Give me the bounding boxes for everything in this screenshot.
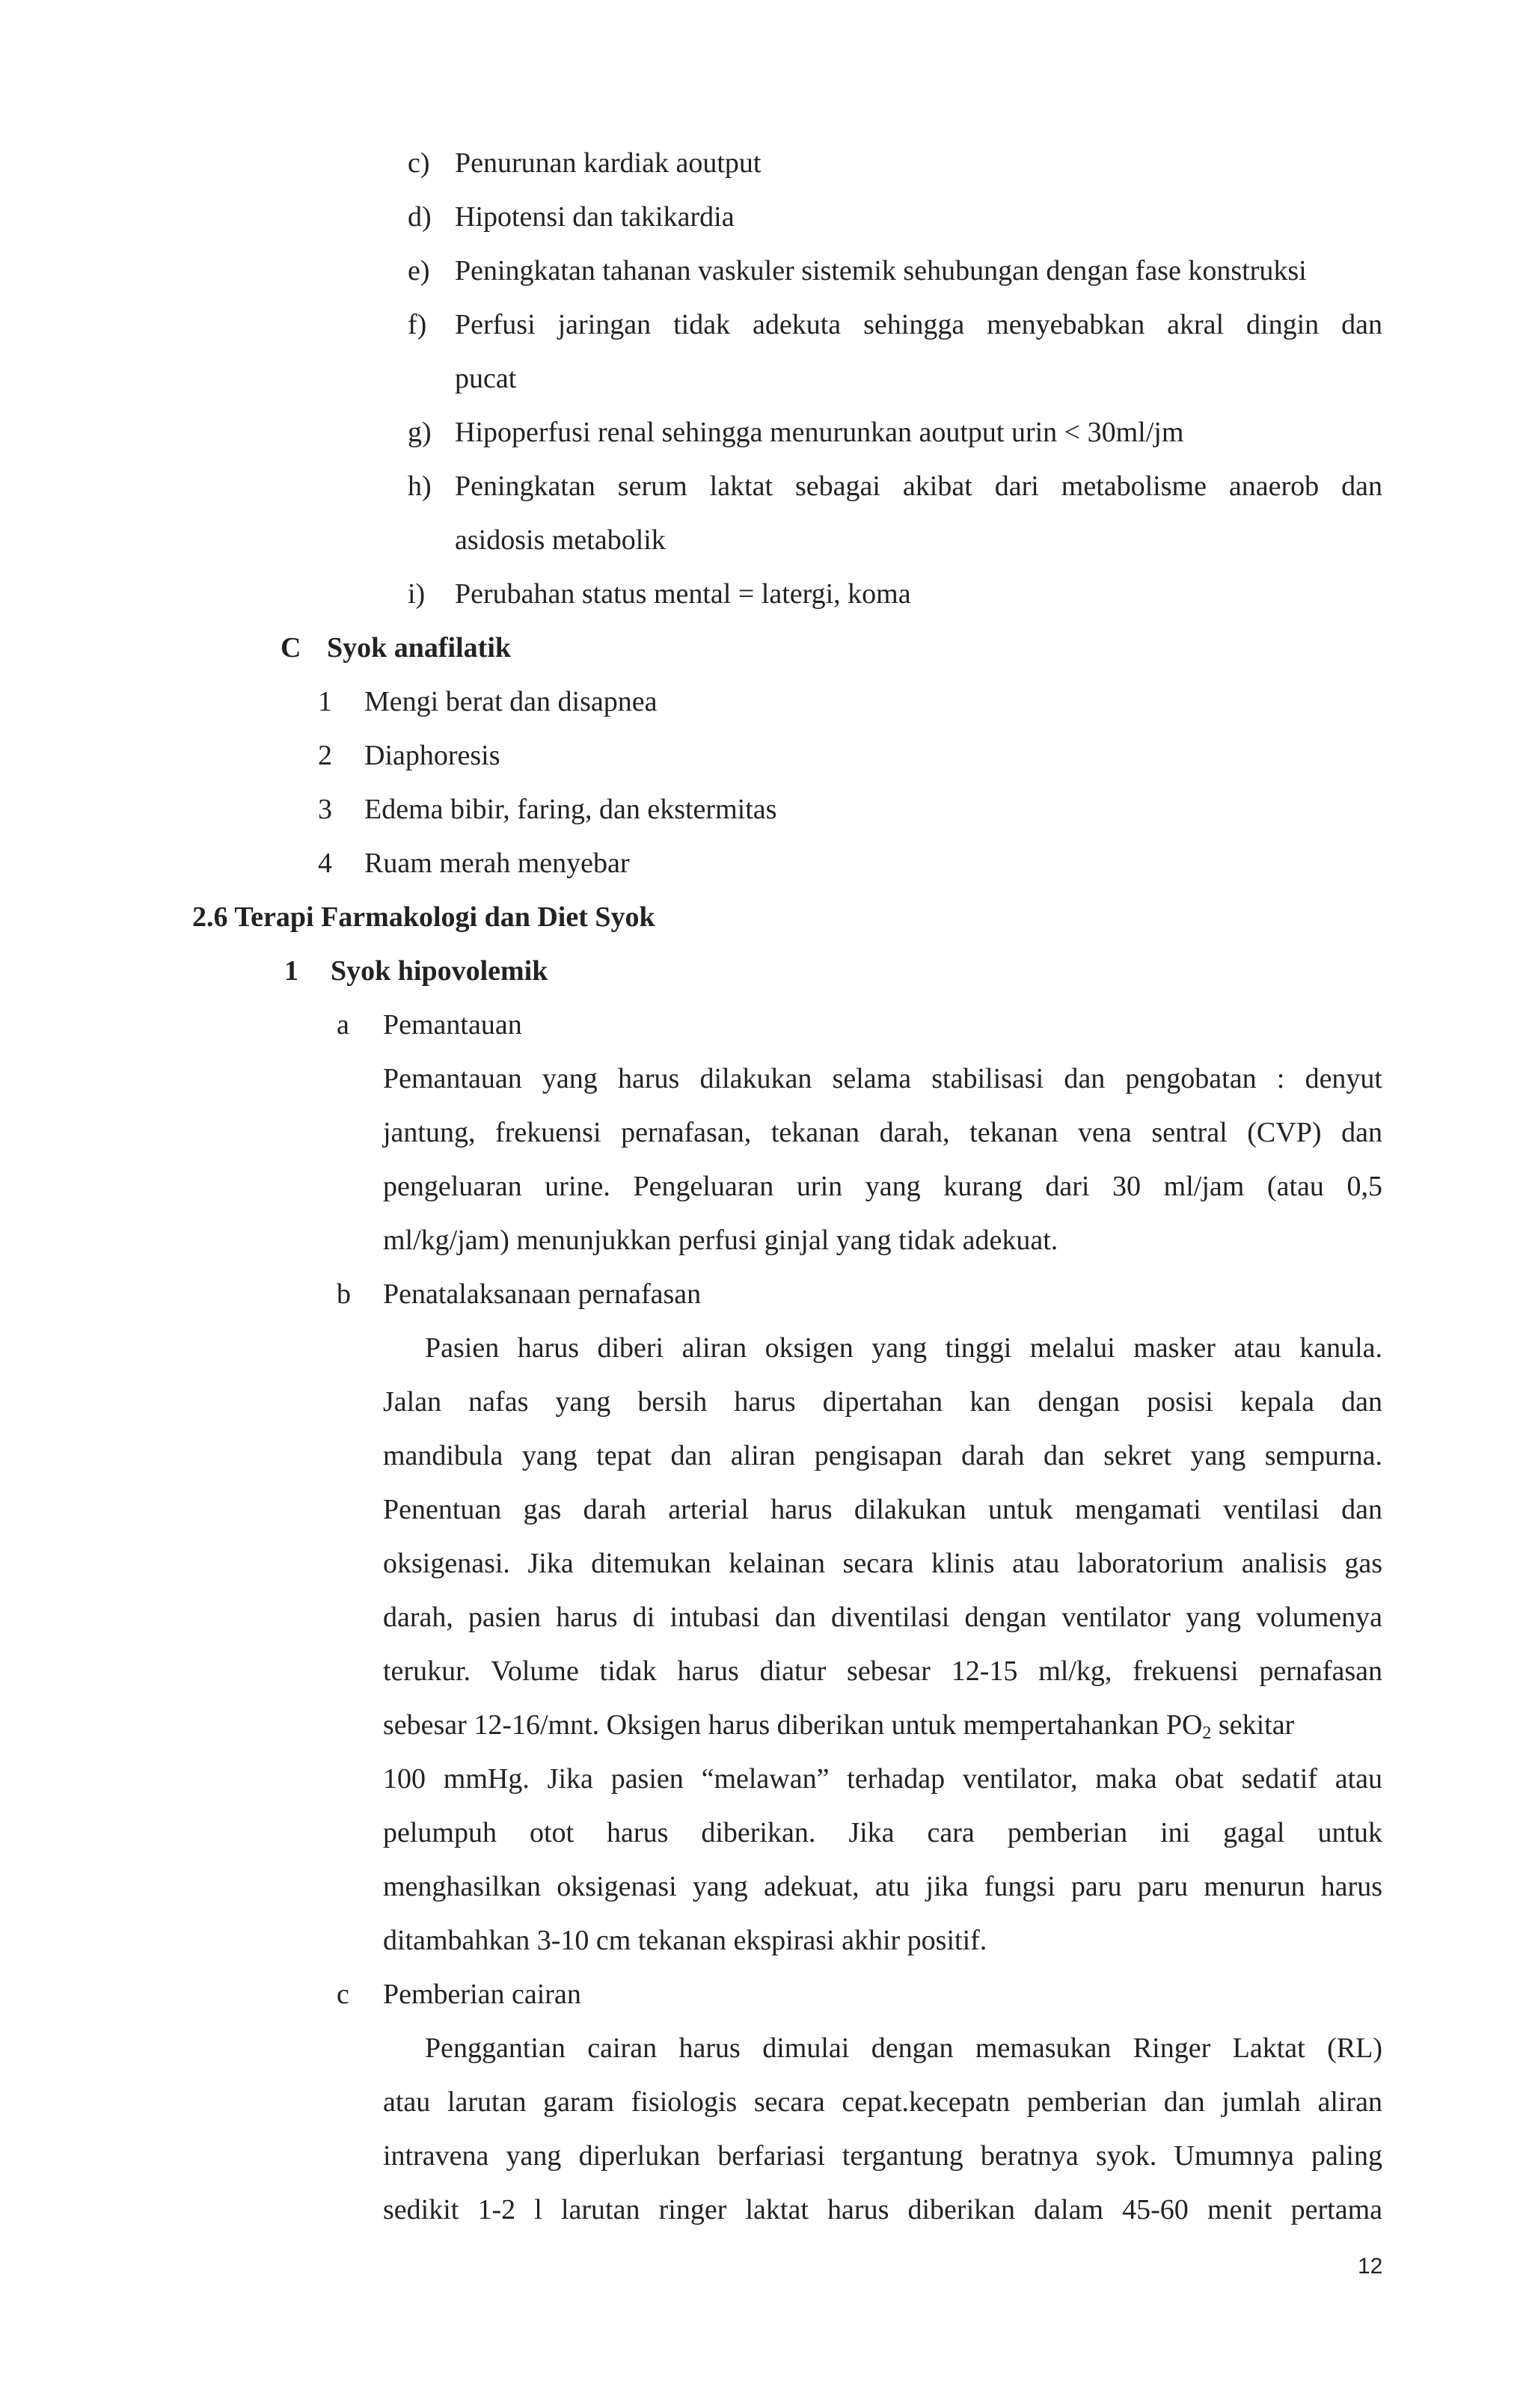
section-title: Syok anafilatik — [327, 632, 512, 664]
list-marker: c) — [408, 147, 430, 179]
paragraph-line: 100 mmHg. Jika pasien “melawan” terhadap ventilator, maka obat sedatif atau — [383, 1763, 1382, 1795]
list-marker: a — [337, 1009, 349, 1041]
paragraph-line: sedikit 1-2 l larutan ringer laktat harus diberikan dalam 45-60 menit pertama — [383, 2194, 1382, 2225]
list-marker: 1 — [318, 686, 332, 717]
po2-before: sebesar 12-16/mnt. Oksigen harus diberikan untuk mempertahankan PO — [383, 1709, 1203, 1741]
list-item-text: Diaphoresis — [364, 740, 500, 771]
list-marker: g) — [408, 417, 432, 448]
list-marker: e) — [408, 255, 430, 287]
po2-subscript: 2 — [1202, 1724, 1212, 1743]
item-title: Penatalaksanaan pernafasan — [383, 1278, 702, 1310]
paragraph-line: terukur. Volume tidak harus diatur sebesar 12-15 ml/kg, frekuensi pernafasan — [383, 1655, 1382, 1687]
list-marker: i) — [408, 578, 426, 610]
list-item-text: Hipoperfusi renal sehingga menurunkan aoutput urin < 30ml/jm — [455, 417, 1184, 448]
list-item-text: Perubahan status mental = latergi, koma — [455, 578, 911, 610]
list-item-text: asidosis metabolik — [455, 524, 666, 556]
paragraph-line: pengeluaran urine. Pengeluaran urin yang kurang dari 30 ml/jam (atau 0,5 — [383, 1171, 1382, 1202]
paragraph-line: pelumpuh otot harus diberikan. Jika cara pemberian ini gagal untuk — [383, 1817, 1382, 1848]
list-item-text: Mengi berat dan disapnea — [364, 686, 658, 717]
paragraph-line: intravena yang diperlukan berfariasi tergantung beratnya syok. Umumnya paling — [383, 2140, 1382, 2172]
paragraph-line: menghasilkan oksigenasi yang adekuat, atu jika fungsi paru paru menurun harus — [383, 1871, 1382, 1902]
subsection-title: Syok hipovolemik — [331, 955, 548, 987]
page-number: 12 — [1358, 2254, 1383, 2279]
list-marker: h) — [408, 471, 432, 502]
po2-after: sekitar — [1211, 1709, 1295, 1741]
po2-line-text — [383, 1707, 1294, 1743]
paragraph-line: Pasien harus diberi aliran oksigen yang tinggi melalui masker atau kanula. — [425, 1332, 1382, 1364]
list-item-text: Edema bibir, faring, dan ekstermitas — [364, 794, 777, 825]
list-marker: 3 — [318, 794, 332, 825]
list-item-text: Hipotensi dan takikardia — [455, 201, 735, 233]
list-marker: c — [337, 1979, 349, 2010]
section-marker: C — [281, 632, 301, 664]
paragraph-line: ml/kg/jam) menunjukkan perfusi ginjal yang tidak adekuat. — [383, 1225, 1058, 1256]
list-item-text: Penurunan kardiak aoutput — [455, 147, 762, 179]
list-item-text: Peningkatan serum laktat sebagai akibat dari metabolisme anaerob dan — [455, 471, 1382, 502]
paragraph-line: ditambahkan 3-10 cm tekanan ekspirasi akhir positif. — [383, 1925, 987, 1956]
paragraph-line: mandibula yang tepat dan aliran pengisapan darah dan sekret yang sempurna. — [383, 1440, 1382, 1471]
list-item-text: Ruam merah menyebar — [364, 848, 630, 879]
paragraph-line: jantung, frekuensi pernafasan, tekanan darah, tekanan vena sentral (CVP) dan — [383, 1117, 1382, 1148]
list-marker: 4 — [318, 848, 332, 879]
paragraph-line: darah, pasien harus di intubasi dan diventilasi dengan ventilator yang volumenya — [383, 1602, 1382, 1633]
list-marker: f) — [408, 309, 427, 340]
list-marker: 2 — [318, 740, 332, 771]
paragraph-line: Pemantauan yang harus dilakukan selama stabilisasi dan pengobatan : denyut — [383, 1063, 1382, 1094]
paragraph-line-po2 — [383, 1707, 1382, 1743]
list-item-text: Perfusi jaringan tidak adekuta sehingga menyebabkan akral dingin dan — [455, 309, 1382, 340]
list-item-text: pucat — [455, 363, 517, 394]
section-heading: 2.6 Terapi Farmakologi dan Diet Syok — [192, 901, 655, 933]
subsection-marker: 1 — [284, 955, 298, 987]
paragraph-line: Penggantian cairan harus dimulai dengan memasukan Ringer Laktat (RL) — [425, 2032, 1382, 2064]
paragraph-line: atau larutan garam fisiologis secara cepat.kecepatn pemberian dan jumlah aliran — [383, 2086, 1382, 2118]
item-title: Pemantauan — [383, 1009, 522, 1041]
item-title: Pemberian cairan — [383, 1979, 581, 2010]
list-marker: d) — [408, 201, 432, 233]
paragraph-line: oksigenasi. Jika ditemukan kelainan secara klinis atau laboratorium analisis gas — [383, 1548, 1382, 1579]
list-marker: b — [337, 1278, 351, 1310]
paragraph-line: Penentuan gas darah arterial harus dilakukan untuk mengamati ventilasi dan — [383, 1494, 1382, 1525]
paragraph-line: Jalan nafas yang bersih harus dipertahan kan dengan posisi kepala dan — [383, 1386, 1382, 1418]
list-item-text: Peningkatan tahanan vaskuler sistemik sehubungan dengan fase konstruksi — [455, 255, 1307, 287]
